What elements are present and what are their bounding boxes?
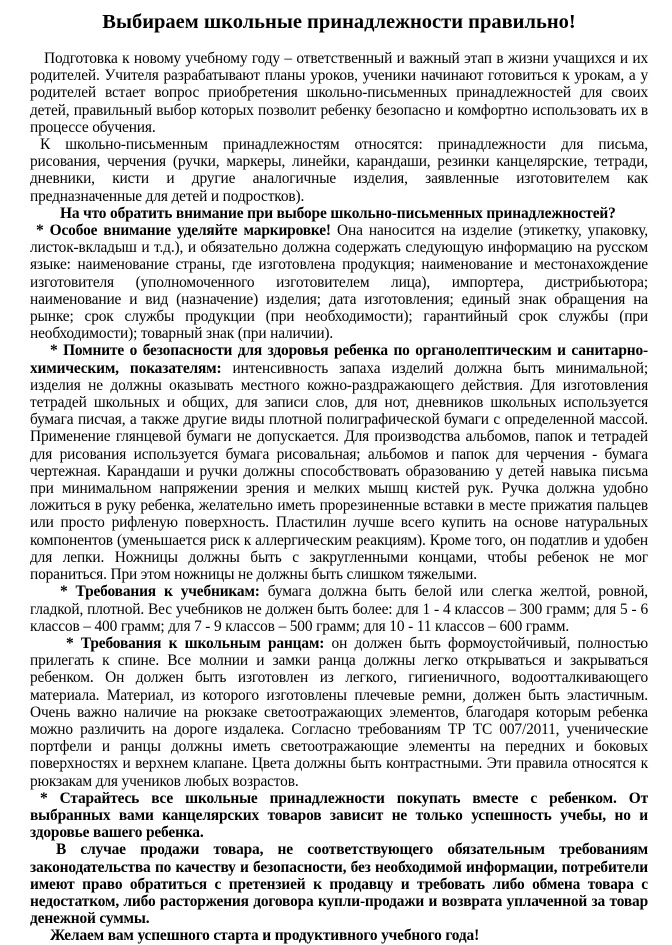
backpacks-paragraph (30, 635, 648, 790)
safety-text: интенсивность запаха изделий должна быть минимальной; изделия не должны оказывать местного кожно-раздражающего действия. Для изготовления тетрадей школьных и общих, для записи слов, для нот, дневников школьных используется бумага писчая, а также другие виды плотной полиграфической бумаги с определенной массой. Применение глянцевой бумаги не допускается. Для производства альбомов, папок и тетрадей для рисования используется бумага рисовальная; альбомов и папок для черчения - бумага чертежная. Карандаши и ручки должны способствовать образованию у детей навыка письма при минимальном напряжении зрения и мелких мышц кистей рук. Ручка должна удобно ложиться в руку ребенка, желательно иметь прорезиненные вставки в месте прижатия пальцев или просто рифленую поверхность. Пластилин лучше всего купить на основе натуральных компонентов (уменьшается риск к аллергическим реакциям). Кроме того, он податлив и удобен для лепки. Ножницы должны быть с закругленными концами, чтобы ребенок не мог пораниться. При этом ножницы не должны быть слишком тяжелыми. (30, 359, 649, 584)
marking-text: Она наносится на изделие (этикетку, упаковку, листок-вкладыш и т.д.), и обязательно должна содержать следующую информацию на русском языке: наименование страны, где изготовлена продукция; наименование и местонахождение изготовителя (уполномоченного изготовителем лица), импортера, дистрибьютора; наименование и вид (назначение) изделия; дата изготовления; единый знак обращения на рынке; срок службы продукции (при необходимости); гарантийный срок службы (при необходимости); товарный знак (при наличии). (30, 222, 648, 343)
rights-text: В случае продажи товара, не соответствующего обязательным требованиям законодательства по качеству и безопасности, без необходимой информации, потребители имеют право обратиться с претензией к продавцу и требовать либо обмена товара с недостатком, либо расторжения договора купли-продажи и возврата уплаченной за товар денежной суммы. (30, 841, 648, 928)
textbooks-heading: * Требования к учебникам: (60, 583, 260, 601)
question-heading (30, 205, 648, 222)
together-paragraph (30, 790, 648, 842)
marking-heading: * Особое внимание уделяйте маркировке! (36, 222, 331, 240)
intro-paragraph-2: К школьно-письменным принадлежностям относятся: принадлежности для письма, рисования, черчения (ручки, маркеры, линейки, карандаши, резинки канцелярские, тетради, дневники, кисти и другие аналогичные изделия, заявленные изготовителем как предназначенные для детей и подростков). (30, 136, 648, 205)
marking-paragraph (30, 222, 648, 342)
backpacks-text: он должен быть формоустойчивый, полностью прилегать к спине. Все молнии и замки ранца должны легко открываться и закрываться ребенком. Он должен быть изготовлен из легкого, гигиеничного, водоотталкивающего материала. Материал, из которого изготовлены плечевые ремни, должен быть эластичным. Очень важно наличие на рюкзаке светоотражающих элементов, благодаря которым ребенка можно различить на дороге издалека. Согласно требованиям ТР ТС 007/2011, ученические портфели и ранцы должны иметь светоотражающие элементы на передних и боковых поверхностях и верхнем клапане. Цвета должны быть контрастными. Эти правила относятся к рюкзакам для учеников любых возрастов. (30, 634, 648, 790)
wish-text: Желаем вам успешного старта и продуктивного учебного года! (50, 927, 480, 945)
textbooks-paragraph (30, 583, 648, 635)
safety-paragraph (30, 342, 648, 583)
document-title: Выбираем школьные принадлежности правильно! (102, 11, 576, 33)
rights-paragraph (30, 841, 648, 927)
together-text: * Старайтесь все школьные принадлежности покупать вместе с ребенком. От выбранных вами канцелярских товаров зависит не только успешность учебы, но и здоровье вашего ребенка. (30, 789, 648, 842)
wish-paragraph (30, 927, 648, 944)
intro-paragraph-1: Подготовка к новому учебному году – ответственный и важный этап в жизни учащихся и их родителей. Учителя разрабатывают планы уроков, ученики начинают готовиться к урокам, а у родителей встает вопрос приобретения школьно-письменных принадлежностей для своих детей, правильный выбор которых позволит ребенку безопасно и комфортно использовать их в процессе обучения. (30, 50, 648, 136)
textbooks-text: бумага должна быть белой или слегка желтой, ровной, гладкой, плотной. Вес учебников не должен быть более: для 1 - 4 классов – 300 грамм; для 5 - 6 классов – 400 грамм; для 7 - 9 классов – 500 грамм; для 10 - 11 классов – 600 грамм. (30, 583, 648, 635)
safety-heading: * Помните о безопасности для здоровья ребенка по органолептическим и санитарно-химическим, показателям: (30, 342, 648, 377)
question-heading-text: На что обратить внимание при выборе школьно-письменных принадлежностей? (60, 204, 616, 222)
backpacks-heading: * Требования к школьным ранцам: (66, 634, 325, 652)
